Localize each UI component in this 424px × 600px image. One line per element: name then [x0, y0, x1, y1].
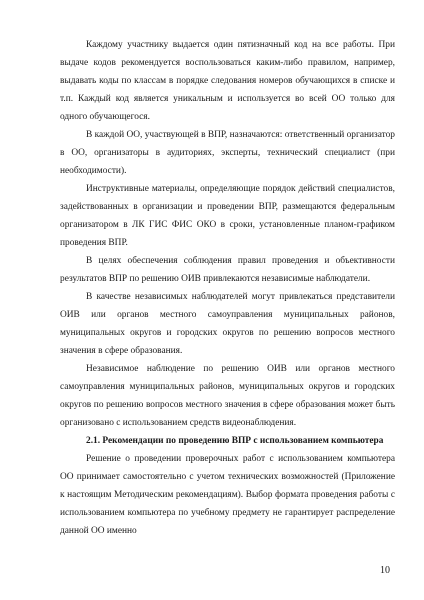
paragraph-observers-purpose: В целях обеспечения соблюдения правил проведения и объективности результатов ВПР по решению ОИВ привлекаются независимые наблюдатели. [60, 256, 395, 284]
section-heading: 2.1. Рекомендации по проведению ВПР с использованием компьютера [86, 436, 384, 446]
paragraph-video-surveillance: Независимое наблюдение по решению ОИВ или органов местного самоуправления муниципальных районов, муниципальных округов и городских округов по решению вопросов местного значения в сфере образования может быть организовано с использованием средств видеонаблюдения. [60, 364, 395, 428]
paragraph-organizers: В каждой ОО, участвующей в ВПР, назначаются: ответственный организатор в ОО, организаторы в аудиториях, эксперты, технический специалист (при необходимости). [60, 130, 395, 176]
paragraph-participant-codes: Каждому участнику выдается один пятизначный код на все работы. При выдаче кодов рекомендуется воспользоваться каким-либо правилом, например, выдавать коды по классам в порядке следования номеров обучающихся в списке и т.п. Каждый код является уникальным и используется во всей ОО только для одного обучающегося. [60, 40, 395, 122]
document-page [60, 36, 395, 540]
paragraph-observers-who: В качестве независимых наблюдателей могут привлекаться представители ОИВ или органов местного самоуправления муниципальных районов, муниципальных округов и городских округов по решению вопросов местного значения в сфере образования. [60, 292, 395, 356]
paragraph-instructions: Инструктивные материалы, определяющие порядок действий специалистов, задействованных в организации и проведении ВПР, размещаются федеральным организатором в ЛК ГИС ФИС ОКО в сроки, установленные планом-графиком проведения ВПР. [60, 184, 395, 248]
paragraph-computer-format: Решение о проведении проверочных работ с использованием компьютера ОО принимает самостоятельно с учетом технических возможностей (Приложение к настоящим Методическим рекомендациям). Выбор формата проведения работы с использованием компьютера по учебному предмету не гарантирует распределение данной ОО именно [60, 454, 395, 536]
page-number: 10 [380, 565, 390, 576]
